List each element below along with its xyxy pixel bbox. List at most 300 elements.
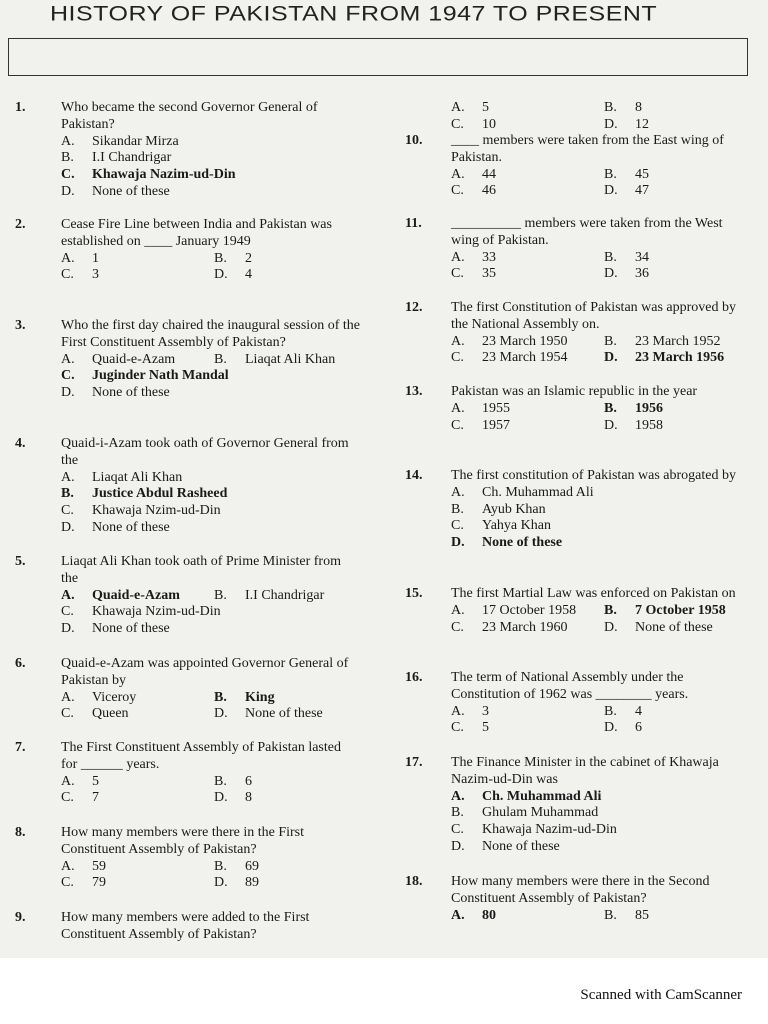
question-item <box>405 300 745 367</box>
option-line <box>61 621 360 638</box>
option-text: 35 <box>482 266 496 282</box>
answer-option <box>451 502 745 519</box>
question-text <box>451 670 745 704</box>
option-line <box>451 535 745 552</box>
option-line <box>61 368 360 385</box>
option-text: None of these <box>482 838 560 854</box>
option-text: 1958 <box>635 417 663 433</box>
option-text: 7 October 1958 <box>635 602 726 618</box>
question-stem-end: members were taken from the East wing of Pakistan. <box>451 133 724 165</box>
question-stem: How many members were there in the Second Constituent Assembly of Pakistan? <box>451 874 710 906</box>
answer-option <box>604 334 745 351</box>
question-text <box>451 133 745 167</box>
option-text: 36 <box>635 266 649 282</box>
question-body <box>61 217 360 284</box>
answer-option <box>451 620 604 637</box>
option-line <box>61 184 360 201</box>
answer-option <box>61 690 214 707</box>
answer-option <box>451 334 604 351</box>
question-number: 15. <box>405 586 423 601</box>
option-letter: D. <box>604 266 618 282</box>
option-text: 4 <box>635 703 642 719</box>
option-row <box>451 720 745 737</box>
option-line <box>61 520 360 537</box>
question-item <box>405 133 745 200</box>
option-row <box>61 588 360 605</box>
option-letter: D. <box>214 790 228 806</box>
option-letter: D. <box>604 350 618 366</box>
option-letter: C. <box>451 266 464 282</box>
question-body <box>451 874 745 924</box>
answer-option <box>451 167 604 184</box>
option-text: 8 <box>245 790 252 806</box>
option-text: Viceroy <box>92 689 137 705</box>
answer-option <box>214 706 360 723</box>
option-letter: C. <box>61 503 74 519</box>
option-letter: C. <box>451 518 464 534</box>
answer-option <box>61 352 214 369</box>
answer-option <box>604 266 745 283</box>
option-line <box>451 485 745 502</box>
answer-option <box>214 588 360 605</box>
answer-option <box>214 690 360 707</box>
answer-option <box>61 588 214 605</box>
option-text: Queen <box>92 706 129 722</box>
option-letter: C. <box>61 790 74 806</box>
question-text <box>61 910 360 944</box>
question-stem: The First Constituent Assembly of Pakistan lasted for <box>61 740 341 772</box>
answer-option <box>214 790 360 807</box>
option-letter: D. <box>214 706 228 722</box>
option-row <box>451 908 745 925</box>
option-letter: B. <box>214 351 227 367</box>
option-letter: B. <box>451 805 464 821</box>
question-stem: Who the first day chaired the inaugural session of the First Constituent Assembly of Pakistan? <box>61 318 360 350</box>
question-number: 12. <box>405 300 423 315</box>
option-letter: C. <box>61 875 74 891</box>
answer-option <box>451 250 604 267</box>
question-stem: The Finance Minister in the cabinet of Khawaja Nazim-ud-Din was <box>451 755 719 787</box>
question-item <box>15 318 360 402</box>
option-letter: C. <box>451 619 464 635</box>
answer-option <box>451 401 604 418</box>
answer-option <box>61 251 214 268</box>
option-letter: A. <box>61 773 75 789</box>
option-letter: B. <box>604 703 617 719</box>
option-row <box>61 774 360 791</box>
option-letter: D. <box>604 116 618 132</box>
answer-option <box>451 117 604 134</box>
answer-option <box>604 250 745 267</box>
option-letter: A. <box>451 602 465 618</box>
option-letter: A. <box>451 333 465 349</box>
option-row <box>451 100 745 117</box>
option-text: Khawaja Nzim-ud-Din <box>92 503 221 519</box>
option-letter: C. <box>451 183 464 199</box>
option-text: Ayub Khan <box>482 501 546 517</box>
option-text: 6 <box>635 720 642 736</box>
question-item <box>405 384 745 434</box>
answer-option <box>451 535 745 552</box>
question-text <box>61 100 360 134</box>
answer-option <box>61 621 360 638</box>
question-stem: How many members were there in the First Constituent Assembly of Pakistan? <box>61 825 304 857</box>
answer-option <box>61 470 360 487</box>
question-stem-end: years. <box>655 686 689 702</box>
option-line <box>451 822 745 839</box>
answer-option <box>451 822 745 839</box>
question-item <box>15 100 360 201</box>
question-stem: Cease Fire Line between India and Pakistan was established on <box>61 217 332 249</box>
option-letter: D. <box>604 183 618 199</box>
option-text: 5 <box>92 773 99 789</box>
option-row <box>61 875 360 892</box>
option-letter: A. <box>451 166 465 182</box>
answer-option <box>604 183 745 200</box>
answer-option <box>214 267 360 284</box>
question-item <box>405 216 745 283</box>
option-line <box>451 789 745 806</box>
question-item <box>405 874 745 924</box>
option-text: 23 March 1956 <box>635 350 725 366</box>
answer-option <box>604 117 745 134</box>
option-letter: D. <box>61 519 75 535</box>
question-stem: Pakistan was an Islamic republic in the year <box>451 384 698 399</box>
question-stem: How many members were added to the First Constituent Assembly of Pakistan? <box>61 910 310 942</box>
option-text: 7 <box>92 790 99 806</box>
option-text: None of these <box>245 706 323 722</box>
option-text: 10 <box>482 116 496 132</box>
option-text: I.I Chandrigar <box>92 150 172 166</box>
answer-option <box>451 603 604 620</box>
question-body <box>61 100 360 201</box>
question-text <box>61 318 360 352</box>
question-number: 2. <box>15 217 26 232</box>
option-letter: C. <box>451 417 464 433</box>
option-letter: D. <box>214 267 228 283</box>
option-text: King <box>245 689 275 705</box>
question-body <box>61 825 360 892</box>
answer-option <box>451 183 604 200</box>
answer-option <box>214 875 360 892</box>
question-stem: Quaid-i-Azam took oath of Governor General from the <box>61 436 349 468</box>
option-text: 8 <box>635 100 642 115</box>
option-text: 80 <box>482 907 496 923</box>
question-item <box>15 554 360 638</box>
option-text: 5 <box>482 100 489 115</box>
option-text: None of these <box>92 621 170 637</box>
option-letter: B. <box>604 602 617 618</box>
question-text <box>451 468 745 485</box>
option-text: 1957 <box>482 417 510 433</box>
option-letter: A. <box>61 689 75 705</box>
answer-option <box>604 100 745 117</box>
question-body <box>451 133 745 200</box>
option-text: 23 March 1960 <box>482 619 568 635</box>
option-text: None of these <box>92 183 170 199</box>
question-stem-end: members were taken from the West wing of Pakistan. <box>451 216 723 248</box>
option-letter: B. <box>214 689 227 705</box>
question-number: 1. <box>15 100 26 115</box>
option-row <box>451 620 745 637</box>
option-letter: D. <box>604 720 618 736</box>
option-letter: B. <box>61 150 74 166</box>
answer-option <box>61 134 360 151</box>
option-letter: A. <box>451 703 465 719</box>
option-text: 23 March 1950 <box>482 333 568 349</box>
option-text: Quaid-e-Azam <box>92 351 176 367</box>
answer-option <box>451 418 604 435</box>
option-line <box>61 604 360 621</box>
option-letter: C. <box>451 116 464 132</box>
question-item <box>405 100 745 134</box>
option-letter: B. <box>214 858 227 874</box>
question-body <box>451 468 745 552</box>
fill-in-blank: ____ <box>451 133 479 148</box>
answer-option <box>604 401 745 418</box>
question-body <box>61 436 360 537</box>
question-body <box>451 300 745 367</box>
answer-option <box>604 704 745 721</box>
option-text: 12 <box>635 116 649 132</box>
option-text: 1956 <box>635 400 663 416</box>
option-row <box>451 704 745 721</box>
answer-option <box>61 385 360 402</box>
question-body <box>451 670 745 737</box>
question-text <box>451 586 745 603</box>
answer-option <box>451 839 745 856</box>
question-text <box>61 740 360 774</box>
question-number: 10. <box>405 133 423 148</box>
answer-option <box>61 150 360 167</box>
option-text: None of these <box>92 385 170 401</box>
question-body <box>451 100 745 134</box>
option-letter: A. <box>451 400 465 416</box>
option-text: Ch. Muhammad Ali <box>482 788 602 804</box>
option-line <box>61 167 360 184</box>
option-text: 4 <box>245 267 252 283</box>
option-letter: C. <box>451 350 464 366</box>
answer-option <box>61 267 214 284</box>
fill-in-blank: ____ <box>144 233 173 249</box>
option-letter: A. <box>61 587 75 603</box>
question-body <box>61 740 360 807</box>
option-text: Khawaja Nzim-ud-Din <box>92 604 221 620</box>
question-text <box>451 874 745 908</box>
question-stem: The first Martial Law was enforced on Pakistan on <box>451 586 736 601</box>
question-item <box>15 825 360 892</box>
question-number: 4. <box>15 436 26 451</box>
answer-option <box>214 352 360 369</box>
question-stem: Liaqat Ali Khan took oath of Prime Minister from the <box>61 554 341 586</box>
answer-option <box>61 486 360 503</box>
option-letter: B. <box>214 587 227 603</box>
option-letter: C. <box>61 604 74 620</box>
option-text: Khawaja Nazim-ud-Din <box>482 822 617 838</box>
question-number: 14. <box>405 468 423 483</box>
option-letter: C. <box>61 167 75 183</box>
question-text <box>61 217 360 251</box>
option-row <box>61 251 360 268</box>
option-text: 5 <box>482 720 489 736</box>
question-body <box>451 216 745 283</box>
option-text: None of these <box>482 535 563 551</box>
answer-option <box>604 167 745 184</box>
option-text: I.I Chandrigar <box>245 587 325 603</box>
answer-option <box>61 368 360 385</box>
question-item <box>15 656 360 723</box>
question-item <box>405 586 745 636</box>
option-letter: B. <box>604 400 617 416</box>
option-text: 59 <box>92 858 106 874</box>
option-letter: A. <box>451 484 465 500</box>
question-body <box>61 656 360 723</box>
option-row <box>61 690 360 707</box>
answer-option <box>604 908 745 925</box>
option-text: 23 March 1954 <box>482 350 568 366</box>
scanner-watermark: Scanned with CamScanner <box>580 987 742 1003</box>
question-item <box>405 468 745 552</box>
option-row <box>451 418 745 435</box>
option-letter: B. <box>604 907 617 923</box>
answer-option <box>61 859 214 876</box>
answer-option <box>604 603 745 620</box>
question-text <box>451 384 745 401</box>
option-row <box>451 167 745 184</box>
question-text <box>451 300 745 334</box>
question-body <box>61 318 360 402</box>
question-stem: The first constitution of Pakistan was abrogated by <box>451 468 736 483</box>
option-text: 3 <box>92 267 99 283</box>
option-text: Ghulam Muhammad <box>482 805 599 821</box>
option-text: 79 <box>92 875 106 891</box>
option-line <box>61 470 360 487</box>
question-item <box>15 436 360 537</box>
question-text <box>61 656 360 690</box>
option-letter: C. <box>61 267 74 283</box>
option-text: 1 <box>92 250 99 266</box>
option-letter: C. <box>61 368 75 384</box>
option-text: 85 <box>635 907 649 923</box>
answer-option <box>214 859 360 876</box>
option-letter: B. <box>604 333 617 349</box>
question-item <box>405 670 745 737</box>
option-letter: D. <box>61 385 75 401</box>
fill-in-blank: __________ <box>451 216 521 231</box>
option-text: 23 March 1952 <box>635 333 721 349</box>
question-stem: Who became the second Governor General of Pakistan? <box>61 100 318 132</box>
option-text: Liaqat Ali Khan <box>92 469 183 485</box>
option-letter: B. <box>604 166 617 182</box>
option-letter: D. <box>604 619 618 635</box>
option-letter: C. <box>61 706 74 722</box>
question-text <box>451 755 745 789</box>
option-letter: D. <box>61 183 75 199</box>
option-text: 69 <box>245 858 259 874</box>
option-letter: B. <box>61 486 74 502</box>
question-number: 11. <box>405 216 422 231</box>
option-letter: C. <box>451 720 464 736</box>
option-text: 47 <box>635 183 649 199</box>
question-stem-end: January 1949 <box>175 233 251 249</box>
answer-option <box>61 184 360 201</box>
answer-option <box>451 350 604 367</box>
option-line <box>451 518 745 535</box>
answer-option <box>61 790 214 807</box>
question-number: 18. <box>405 874 423 889</box>
option-line <box>61 486 360 503</box>
option-letter: A. <box>451 100 465 115</box>
option-letter: A. <box>451 249 465 265</box>
option-letter: D. <box>214 875 228 891</box>
option-letter: D. <box>451 838 465 854</box>
option-letter: A. <box>61 469 75 485</box>
option-line <box>451 502 745 519</box>
question-body <box>451 755 745 856</box>
answer-option <box>604 620 745 637</box>
option-row <box>451 401 745 418</box>
question-number: 16. <box>405 670 423 685</box>
option-text: 6 <box>245 773 252 789</box>
question-number: 5. <box>15 554 26 569</box>
answer-option <box>61 503 360 520</box>
option-line <box>61 150 360 167</box>
option-text: Yahya Khan <box>482 518 551 534</box>
question-stem: The first Constitution of Pakistan was approved by the National Assembly on. <box>451 300 737 332</box>
option-line <box>61 134 360 151</box>
option-row <box>451 350 745 367</box>
option-letter: D. <box>604 417 618 433</box>
question-item <box>15 217 360 284</box>
option-row <box>61 706 360 723</box>
question-stem: Quaid-e-Azam was appointed Governor General of Pakistan by <box>61 656 349 688</box>
answer-option <box>61 875 214 892</box>
option-text: Justice Abdul Rasheed <box>92 486 228 502</box>
option-text: Sikandar Mirza <box>92 133 179 149</box>
option-letter: C. <box>451 822 464 838</box>
option-text: 1955 <box>482 400 510 416</box>
question-number: 8. <box>15 825 26 840</box>
header-box <box>8 38 748 76</box>
option-letter: B. <box>604 100 617 115</box>
answer-option <box>451 518 745 535</box>
option-letter: A. <box>61 351 75 367</box>
option-letter: B. <box>214 773 227 789</box>
answer-option <box>451 789 745 806</box>
option-row <box>61 859 360 876</box>
option-text: None of these <box>635 619 713 635</box>
question-number: 9. <box>15 910 26 925</box>
option-text: 2 <box>245 250 252 266</box>
question-text <box>451 216 745 250</box>
answer-option <box>451 908 604 925</box>
option-row <box>451 117 745 134</box>
answer-option <box>214 251 360 268</box>
question-number: 3. <box>15 318 26 333</box>
option-row <box>61 352 360 369</box>
option-text: 33 <box>482 249 496 265</box>
option-letter: D. <box>61 621 75 637</box>
option-letter: A. <box>451 907 465 923</box>
question-stem: The term of National Assembly under the Constitution of 1962 was <box>451 670 684 702</box>
question-body <box>61 910 360 944</box>
fill-in-blank: ______ <box>80 756 123 772</box>
option-letter: A. <box>451 788 465 804</box>
option-letter: A. <box>61 250 75 266</box>
answer-option <box>61 774 214 791</box>
question-number: 17. <box>405 755 423 770</box>
question-number: 13. <box>405 384 423 399</box>
